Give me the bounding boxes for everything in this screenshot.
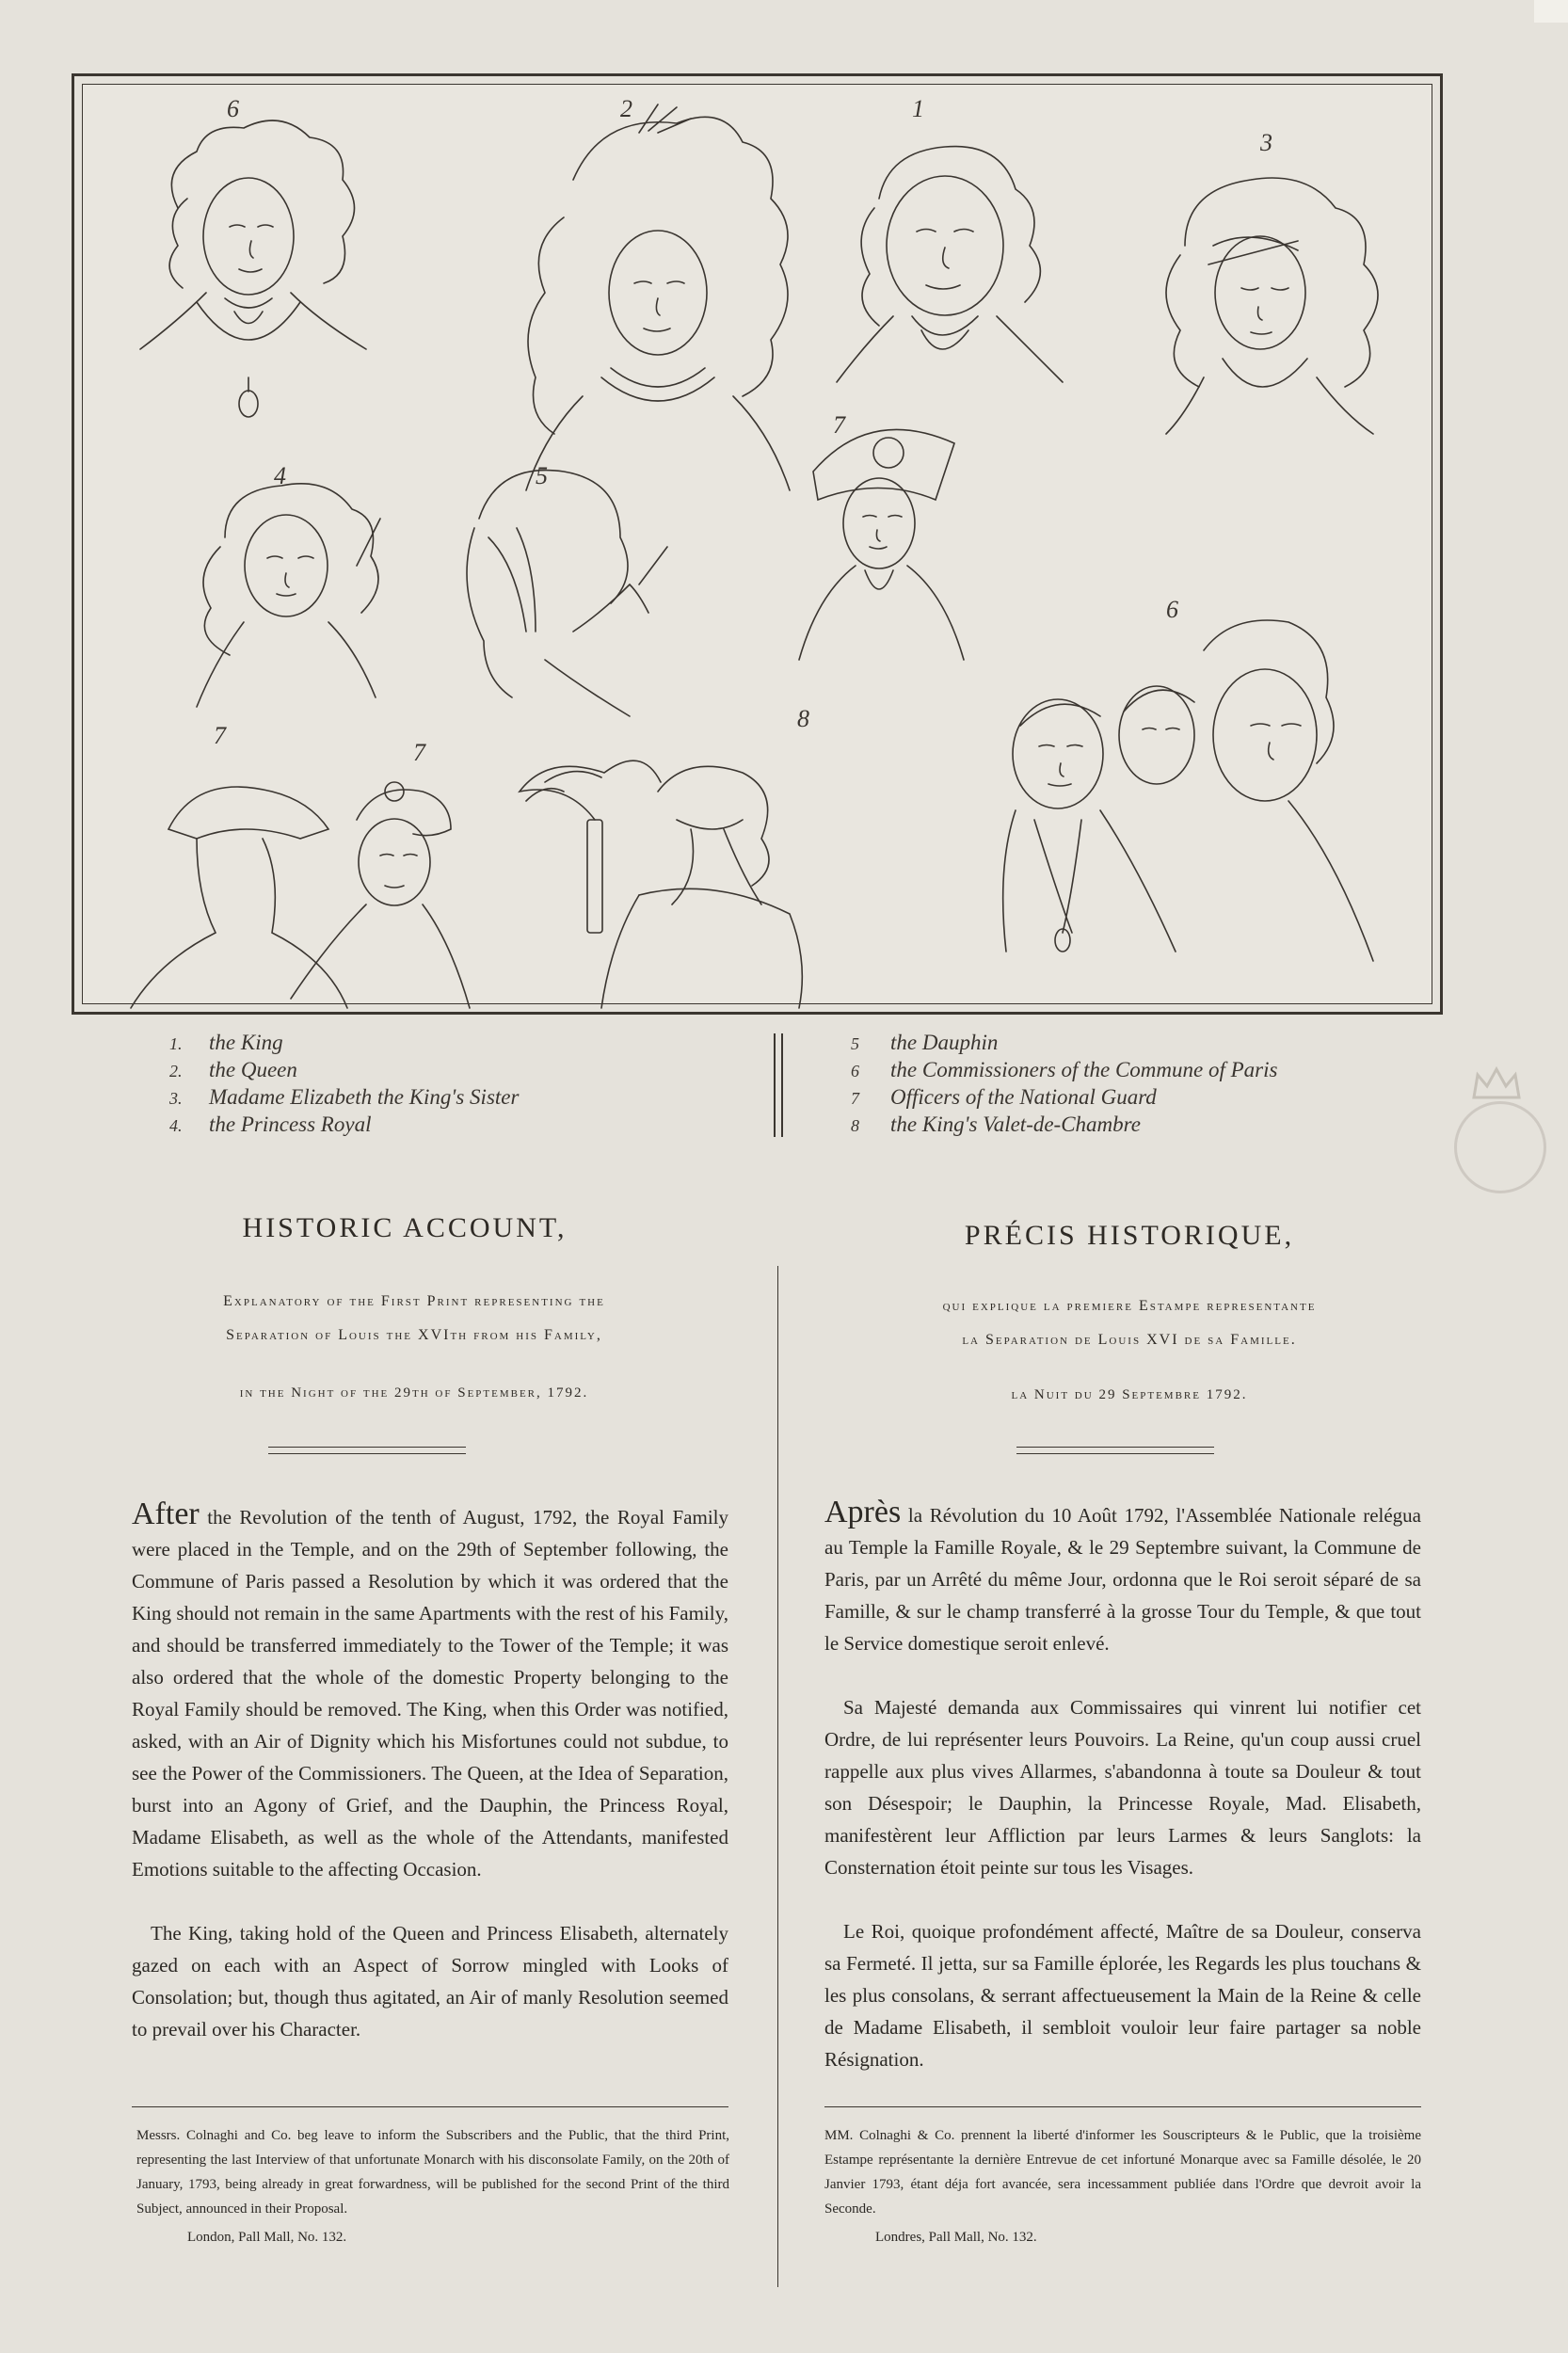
- english-title: HISTORIC ACCOUNT,: [242, 1212, 568, 1243]
- french-paragraph-2: Sa Majesté demanda aux Commissaires qui vinrent lui notifier cet Ordre, de lui représenter leurs Pouvoirs. La Reine, qu'un coup aussi cruel rappelle aux plus vives Allarmes, s'abandonna à toute sa Douleur & tout son Désespoir; le Dauphin, la Princesse Royale, Mad. Elisabeth, manifestèrent leur Affliction par leurs Larmes & leurs Sanglots: la Consternation étoit peinte sur tous les Visages.: [824, 1696, 1421, 1879]
- portrait-8-valet: [520, 760, 802, 1008]
- legend-left: [169, 1031, 519, 1140]
- portrait-7-officer: [799, 429, 964, 660]
- english-ornament-rule: [268, 1447, 466, 1454]
- figure-number: 7: [413, 739, 425, 766]
- english-subtitle: Explanatory of the First Print representing the Separation of Louis the XVIth from his Family,: [223, 1293, 605, 1343]
- english-dateline: in the Night of the 29th of September, 1792.: [239, 1385, 589, 1401]
- legend-item: 2. the Queen: [169, 1058, 297, 1081]
- engraved-plate: [72, 73, 1443, 1015]
- portrait-4-princess-royal: [197, 484, 380, 707]
- french-subtitle: qui explique la premiere Estampe representante la Separation de Louis XVI de sa Famille.: [942, 1298, 1317, 1348]
- figure-number: 2: [620, 95, 632, 122]
- legend-item: 8 the King's Valet-de-Chambre: [851, 1112, 1141, 1136]
- english-footnote-rule: [132, 2106, 728, 2107]
- legend-item: 3. Madame Elizabeth the King's Sister: [169, 1085, 520, 1109]
- french-dateline: la Nuit du 29 Septembre 1792.: [1011, 1387, 1248, 1402]
- english-paragraph-2: The King, taking hold of the Queen and Princess Elisabeth, alternately gazed on each with an Aspect of Sorrow mingled with Looks of Consolation; but, though thus agitated, an Air of manly Resolution seemed to prevail over his Character.: [132, 1922, 728, 2041]
- portrait-7-officers-bottom-left: [131, 782, 470, 1008]
- legend-item: 7 Officers of the National Guard: [851, 1085, 1157, 1109]
- figure-number: 6: [1166, 596, 1178, 623]
- english-footnote: Messrs. Colnaghi and Co. beg leave to inform the Subscribers and the Public, that the third Print, representing the last Interview of that unfortunate Monarch with his disconsolate Family, on the 20th of January, 1793, being already in great forwardness, will be published for the second Print of the third Subject, announced in their Proposal. London, Pall Mall, No. 132.: [136, 2123, 729, 2249]
- french-imprint: Londres, Pall Mall, No. 132.: [875, 2230, 1037, 2245]
- english-imprint: London, Pall Mall, No. 132.: [187, 2230, 347, 2245]
- french-paragraph-3: Le Roi, quoique profondément affecté, Maître de sa Douleur, conserva sa Fermeté. Il jetta, sur sa Famille éplorée, les Regards les plus touchans & les plus consolans, & serrant affectueusement la Main de la Reine & celle de Madame Elisabeth, il sembloit vouloir leur faire partager sa noble Résignation.: [824, 1920, 1421, 2071]
- french-footnote-rule: [824, 2106, 1421, 2107]
- french-footnote: MM. Colnaghi & Co. prennent la liberté d'informer les Souscripteurs & le Public, que la troisième Estampe représentante la dernière Entrevue de cet infortuné Monarque avec sa Famille désolée, le 20 Janvier 1793, étant déja fort avancée, sera incessamment publiée dans l'Ordre que devroit avoir la Seconde. Londres, Pall Mall, No. 132.: [824, 2123, 1421, 2249]
- portrait-6-commissioners-group: [1003, 620, 1373, 961]
- portrait-5-dauphin: [467, 471, 667, 716]
- portrait-1-king: [837, 147, 1063, 382]
- figure-number: 1: [912, 95, 924, 122]
- legend-item: 6 the Commissioners of the Commune of Paris: [851, 1058, 1278, 1081]
- figure-number: 4: [274, 462, 286, 489]
- legend-item: 4. the Princess Royal: [169, 1112, 372, 1136]
- figure-number: 5: [536, 462, 548, 489]
- legend-divider: [774, 1033, 783, 1137]
- english-body: [132, 1498, 728, 2077]
- english-paragraph-1: After the Revolution of the tenth of August, 1792, the Royal Family were placed in the Temple, and on the 29th of September following, the Commune of Paris passed a Resolution by which it was ordered that the King should not remain in the same Apartments with the rest of his Family, and should be transferred immediately to the Tower of the Temple; it was also ordered that the whole of the domestic Property belonging to the Royal Family should be removed. The King, when this Order was notified, asked, with an Air of Dignity which his Misfortunes could not subdue, to see the Power of the Commissioners. The Queen, at the Idea of Separation, burst into an Agony of Grief, and the Dauphin, the Princess Royal, Madame Elisabeth, as well as the whole of the Attendants, manifested Emotions suitable to the affecting Occasion.: [132, 1497, 728, 1881]
- french-paragraph-1: Après la Révolution du 10 Août 1792, l'Assemblée Nationale relégua au Temple la Famille Royale, & le 29 Septembre suivant, la Commune de Paris, par un Arrêté du même Jour, ordonna que le Roi seroit séparé de sa Famille, & sur le champ transferré à la grosse Tour du Temple, & que tout le Service domestique seroit enlevé.: [824, 1495, 1421, 1655]
- crown-stamp-icon: [1470, 1065, 1523, 1101]
- legend-item: 5 the Dauphin: [851, 1031, 999, 1054]
- legend-item: 1. the King: [169, 1031, 283, 1054]
- drop-capital: Après: [824, 1495, 902, 1529]
- column-divider: [777, 1266, 778, 2287]
- legend-right: [851, 1031, 1277, 1140]
- french-body: [824, 1497, 1421, 2107]
- figure-number: 7: [833, 411, 845, 439]
- figure-number: 3: [1260, 129, 1272, 156]
- french-title: PRÉCIS HISTORIQUE,: [964, 1220, 1295, 1251]
- portrait-heads-drawing: [74, 76, 1440, 1012]
- museum-stamp-icon: [1454, 1101, 1546, 1193]
- paper-corner: [1534, 0, 1568, 23]
- figure-number: 7: [214, 722, 226, 749]
- drop-capital: After: [132, 1497, 200, 1531]
- figure-number: 6: [227, 95, 239, 122]
- portrait-6-top-left: [140, 120, 366, 417]
- portrait-3-madame-elizabeth: [1166, 178, 1378, 434]
- french-ornament-rule: [1016, 1447, 1214, 1454]
- figure-number: 8: [797, 705, 809, 732]
- portrait-2-queen: [526, 104, 790, 490]
